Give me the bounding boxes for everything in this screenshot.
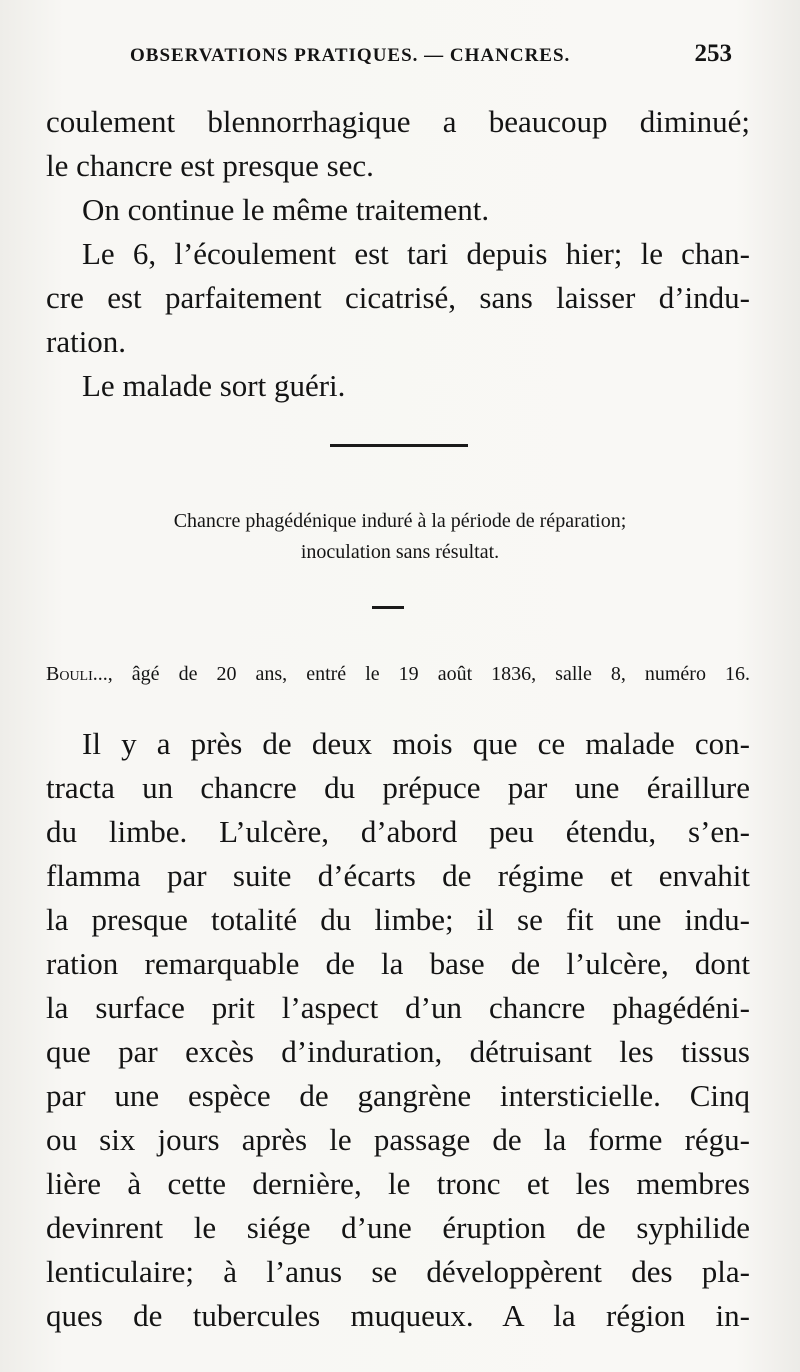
short-divider-rule — [372, 606, 404, 609]
case-title-line-1: Chancre phagédénique induré à la période de réparation; — [173, 510, 627, 532]
text-line: Le 6, l’écoulement est tari depuis hier; le chan- — [82, 236, 750, 271]
text-line: lenticulaire; à l’anus se développèrent des pla- — [46, 1254, 750, 1289]
text-line: la surface prit l’aspect d’un chancre phagédéni- — [46, 990, 750, 1025]
section-divider-rule — [330, 444, 468, 447]
running-title: OBSERVATIONS PRATIQUES. — CHANCRES. — [130, 45, 571, 66]
text-line: le chancre est presque sec. — [46, 148, 374, 183]
text-line: lière à cette dernière, le tronc et les membres — [46, 1166, 750, 1201]
page-header — [130, 40, 732, 76]
text-line: par une espèce de gangrène intersticielle. Cinq — [46, 1078, 750, 1113]
patient-details: ..., âgé de 20 ans, entré le 19 août 1836, salle 8, numéro 16. — [92, 663, 750, 685]
text-line: cre est parfaitement cicatrisé, sans laisser d’indu- — [46, 280, 750, 315]
text-line: ration. — [46, 324, 127, 359]
text-line: flamma par suite d’écarts de régime et envahit — [46, 858, 750, 893]
text-line: ration remarquable de la base de l’ulcère, dont — [46, 946, 750, 981]
text-line: ou six jours après le passage de la forme régu- — [46, 1122, 750, 1157]
text-line: la presque totalité du limbe; il se fit une indu- — [46, 902, 750, 937]
text-line: Le malade sort guéri. — [82, 368, 346, 403]
text-line: Il y a près de deux mois que ce malade con- — [82, 726, 750, 761]
text-line: ques de tubercules muqueux. A la région in- — [46, 1298, 750, 1333]
case-title-line-2: inoculation sans résultat. — [300, 541, 500, 563]
text-line: tracta un chancre du prépuce par une éraillure — [46, 770, 750, 805]
text-line: On continue le même traitement. — [82, 192, 490, 227]
text-line: du limbe. L’ulcère, d’abord peu étendu, s’en- — [46, 814, 750, 849]
text-block-case-report — [46, 722, 750, 1338]
page-number: 253 — [694, 40, 732, 67]
text-line: coulement blennorrhagique a beaucoup diminué; — [46, 104, 750, 139]
patient-line — [46, 660, 750, 688]
text-line: devinrent le siége d’une éruption de syphilide — [46, 1210, 750, 1245]
text-block-continuation — [46, 100, 750, 408]
patient-name: Bouli — [46, 663, 93, 685]
text-line: que par excès d’induration, détruisant les tissus — [46, 1034, 750, 1069]
